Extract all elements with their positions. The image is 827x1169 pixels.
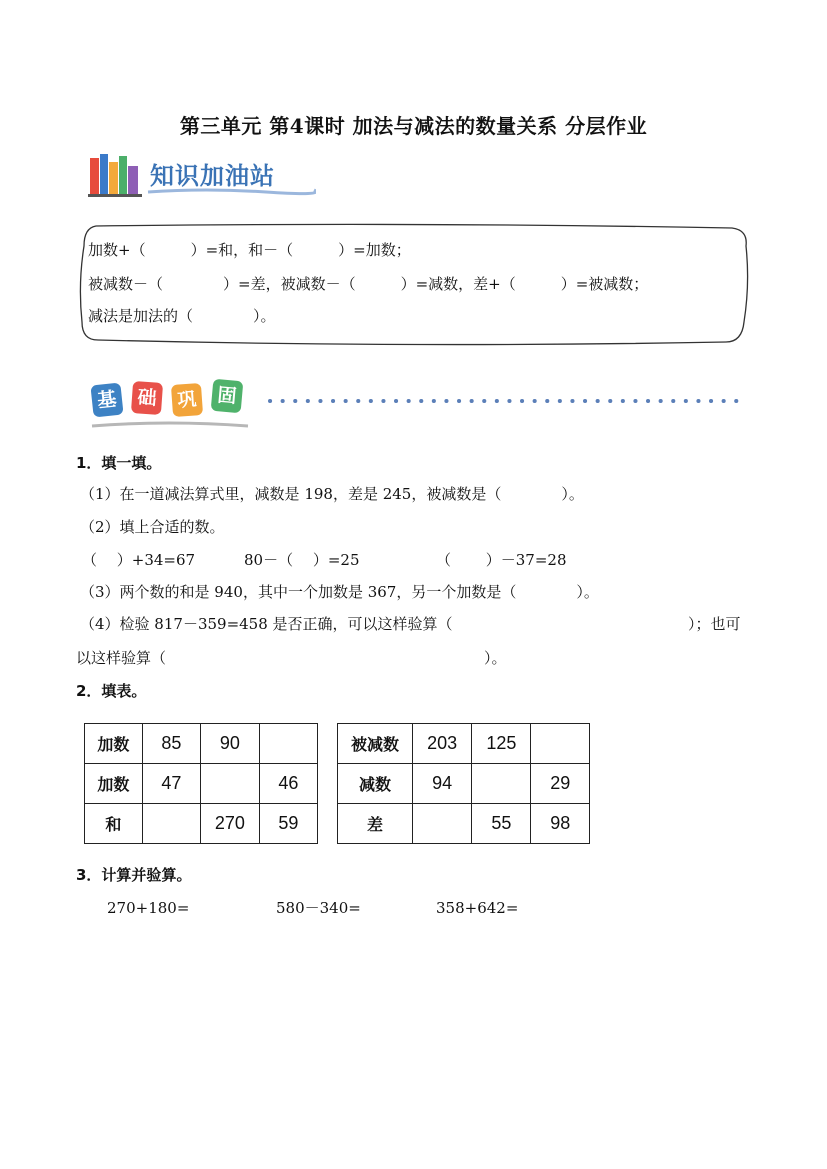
q3-item-2: 580－340= [276, 899, 361, 917]
knowledge-line-2: 被减数－（ ）=差，被减数－（ ）=减数，差+（ ）=被减数； [88, 275, 649, 293]
table-row [338, 764, 590, 804]
q1-part4-b: ）；也可 [688, 615, 741, 633]
table-cell: 46 [259, 764, 317, 804]
page-title: 第三单元 第4课时 加法与减法的数量关系 分层作业 [179, 114, 648, 138]
q1-part4-c: 以这样验算（ [76, 649, 167, 667]
table-cell: 55 [472, 804, 531, 844]
q1-part1: （1）在一道减法算式里，减数是 198，差是 245，被减数是（ ）。 [80, 485, 584, 503]
table-cell: 94 [413, 764, 472, 804]
addition-table [84, 723, 318, 844]
books-icon [88, 152, 144, 198]
table-cell[interactable] [531, 724, 590, 764]
table-cell: 差 [338, 804, 413, 844]
table-cell: 203 [413, 724, 472, 764]
table-cell[interactable] [142, 804, 200, 844]
q3-heading: 3．计算并验算。 [76, 866, 192, 884]
subtraction-table [337, 723, 590, 844]
table-cell: 125 [472, 724, 531, 764]
banner-tile-1: 基 [90, 383, 123, 418]
knowledge-banner [88, 150, 318, 200]
table-cell: 加数 [85, 764, 143, 804]
banner-tile-2: 础 [131, 381, 163, 415]
table-cell: 加数 [85, 724, 143, 764]
table-cell: 29 [531, 764, 590, 804]
q1-part2-a: （ ）+34=67 [82, 551, 196, 569]
table-cell: 和 [85, 804, 143, 844]
q3-item-1: 270+180= [107, 899, 190, 917]
table-cell: 270 [200, 804, 259, 844]
table-row [85, 764, 318, 804]
q1-part2: （2）填上合适的数。 [80, 518, 225, 536]
banner-swoosh [88, 418, 258, 432]
table-cell[interactable] [259, 724, 317, 764]
table-cell[interactable] [472, 764, 531, 804]
knowledge-banner-text: 知识加油站 [150, 162, 275, 190]
banner-underline [146, 186, 316, 198]
knowledge-line-1: 加数+（ ）=和，和－（ ）=加数； [88, 241, 411, 259]
table-row [338, 804, 590, 844]
knowledge-line-3: 减法是加法的（ ）。 [88, 307, 276, 325]
table-cell: 47 [142, 764, 200, 804]
q1-part2-c: （ ）－37=28 [436, 551, 567, 569]
q1-heading: 1．填一填。 [76, 454, 162, 472]
table-row [85, 724, 318, 764]
q1-part3: （3）两个数的和是 940，其中一个加数是 367，另一个加数是（ ）。 [80, 583, 599, 601]
table-cell: 90 [200, 724, 259, 764]
q3-item-3: 358+642= [436, 899, 519, 917]
table-cell[interactable] [200, 764, 259, 804]
table-cell[interactable] [413, 804, 472, 844]
banner-tile-4: 固 [211, 379, 244, 413]
table-cell: 85 [142, 724, 200, 764]
table-cell: 98 [531, 804, 590, 844]
q1-part4-a: （4）检验 817－359=458 是否正确，可以这样验算（ [80, 615, 453, 633]
table-cell: 减数 [338, 764, 413, 804]
basic-banner [88, 378, 748, 430]
q2-heading: 2．填表。 [76, 682, 147, 700]
table-cell: 59 [259, 804, 317, 844]
q1-part4-d: ）。 [484, 649, 507, 667]
table-row [338, 724, 590, 764]
dotted-divider [266, 396, 746, 406]
banner-tile-3: 巩 [171, 383, 203, 417]
knowledge-box [78, 222, 750, 346]
q1-part2-b: 80－（ ）=25 [244, 551, 360, 569]
table-cell: 被减数 [338, 724, 413, 764]
table-row [85, 804, 318, 844]
